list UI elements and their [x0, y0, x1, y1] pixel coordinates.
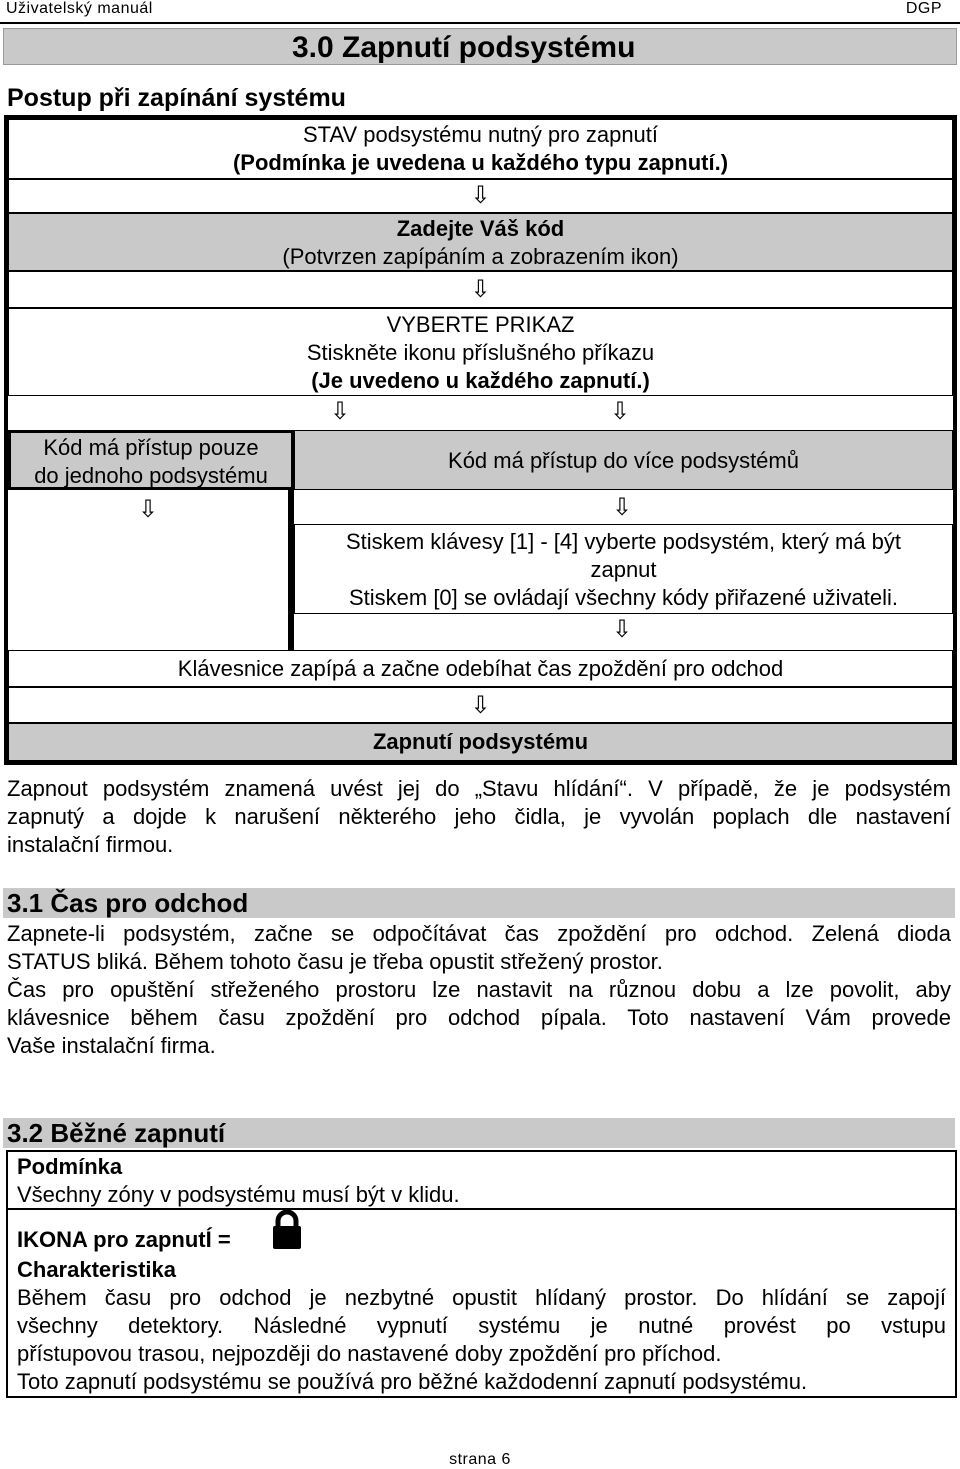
flow-beep-box — [8, 650, 953, 687]
procedure-title: Postup při zapínání systému — [7, 84, 346, 112]
characteristic-label: Charakteristika — [17, 1257, 176, 1282]
sec32-title-bar — [3, 1118, 955, 1148]
flow-state-line2: (Podmínka je uvedena u každého typu zapnutí.) — [232, 150, 729, 175]
sec32-rule — [8, 1208, 955, 1210]
lock-icon — [271, 1210, 303, 1250]
intro-paragraph — [7, 775, 951, 859]
down-arrow-icon: ⇩ — [612, 493, 633, 521]
intro-line-2: zapnutý a dojde k narušení některého jeho čidla, je vyvolán poplach dle nastavení — [7, 804, 951, 829]
flow-keys-line1: Stiskem klávesy [1] - [4] vyberte podsystém, který má být — [345, 529, 902, 554]
header-rule — [0, 22, 960, 24]
sec31-line-3: Čas pro opuštění střeženého prostoru lze nastavit na různou dobu a lze povolit, aby — [7, 977, 951, 1002]
sec31-paragraph — [7, 920, 951, 1060]
char-line-1: Během času pro odchod je nezbytné opustit hlídaný prostor. Do hlídání se zapojí — [17, 1285, 946, 1310]
flow-single-line1: Kód má přístup pouze — [43, 435, 259, 460]
flow-keys-line2: zapnut — [590, 557, 657, 582]
condition-text: Všechny zóny v podsystému musí být v klidu. — [17, 1182, 460, 1207]
down-arrow-icon: ⇩ — [610, 397, 631, 425]
down-arrow-icon: ⇩ — [330, 397, 351, 425]
flow-beep-text: Klávesnice zapípá a začne odebíhat čas zpoždění pro odchod — [177, 656, 784, 681]
flow-code-box — [8, 213, 953, 271]
sec31-line-4: klávesnice během času zpoždění pro odchod pípala. Toto nastavení Vám provede — [7, 1005, 951, 1030]
flow-select-line3: (Je uvedeno u každého zapnutí.) — [311, 368, 650, 393]
flow-result-box — [8, 723, 953, 761]
flow-multi-box — [294, 430, 953, 490]
char-line-3: přístupovou trasou, nejpozději do nastavené doby zpoždění pro příchod. — [17, 1341, 722, 1366]
char-line-4: Toto zapnutí podsystému se používá pro běžné každodenní zapnutí podsystému. — [17, 1369, 808, 1394]
down-arrow-icon: ⇩ — [138, 495, 159, 523]
flow-select-line1: VYBERTE PRIKAZ — [386, 312, 575, 337]
header-brand: DGP — [905, 0, 942, 17]
sec31-line-2: STATUS bliká. Během tohoto času je třeba opustit střežený prostor. — [7, 949, 663, 974]
flow-arrow-row-3 — [8, 687, 953, 723]
flow-select-line2: Stiskněte ikonu příslušného příkazu — [306, 340, 655, 365]
section-title-bar — [3, 28, 957, 65]
flow-result-text: Zapnutí podsystému — [372, 729, 589, 754]
intro-line-3: instalační firmou. — [7, 832, 174, 857]
flow-state-line1: STAV podsystému nutný pro zapnutí — [302, 122, 659, 147]
flow-code-line2: (Potvrzen zapípáním a zobrazením ikon) — [282, 244, 679, 269]
down-arrow-icon: ⇩ — [470, 691, 491, 719]
down-arrow-icon: ⇩ — [470, 275, 491, 303]
flow-single-line2: do jednoho podsystému — [34, 463, 268, 488]
intro-line-1: Zapnout podsystém znamená uvést jej do „Stavu hlídání“. V případě, že je podsystém — [7, 776, 951, 801]
flow-arrow-row-1 — [8, 179, 953, 213]
sec31-line-5: Vaše instalační firma. — [7, 1033, 216, 1058]
condition-label: Podmínka — [17, 1154, 123, 1179]
flow-multi-label: Kód má přístup do více podsystémů — [448, 448, 799, 473]
sec32-box — [6, 1150, 957, 1398]
down-arrow-icon: ⇩ — [470, 181, 491, 209]
sec32-title: 3.2 Běžné zapnutí — [7, 1118, 226, 1148]
sec31-line-1: Zapnete-li podsystém, začne se odpočítávat čas zpoždění pro odchod. Zelená dioda — [7, 921, 951, 946]
sec31-title: 3.1 Čas pro odchod — [7, 888, 249, 918]
page-number: strana 6 — [449, 1451, 511, 1468]
icon-label: IKONA pro zapnutÍ = — [17, 1227, 231, 1252]
down-arrow-icon: ⇩ — [612, 615, 633, 643]
flow-keys-box — [294, 524, 953, 614]
char-line-2: všechny detektory. Následné vypnutí systému je nutné provést po vstupu — [17, 1313, 946, 1338]
header-manual-title: Uživatelský manuál — [6, 0, 153, 17]
flow-arrow-row-2 — [8, 271, 953, 308]
characteristic-paragraph — [17, 1284, 946, 1396]
flow-select-box — [8, 308, 953, 396]
flow-state-box — [8, 119, 953, 179]
flow-code-line1: Zadejte Váš kód — [396, 216, 565, 241]
flow-single-box — [8, 430, 294, 490]
flow-keys-line3: Stiskem [0] se ovládají všechny kódy přiřazené uživateli. — [348, 585, 899, 610]
section-title: 3.0 Zapnutí podsystému — [292, 31, 636, 64]
sec31-title-bar — [3, 888, 955, 918]
